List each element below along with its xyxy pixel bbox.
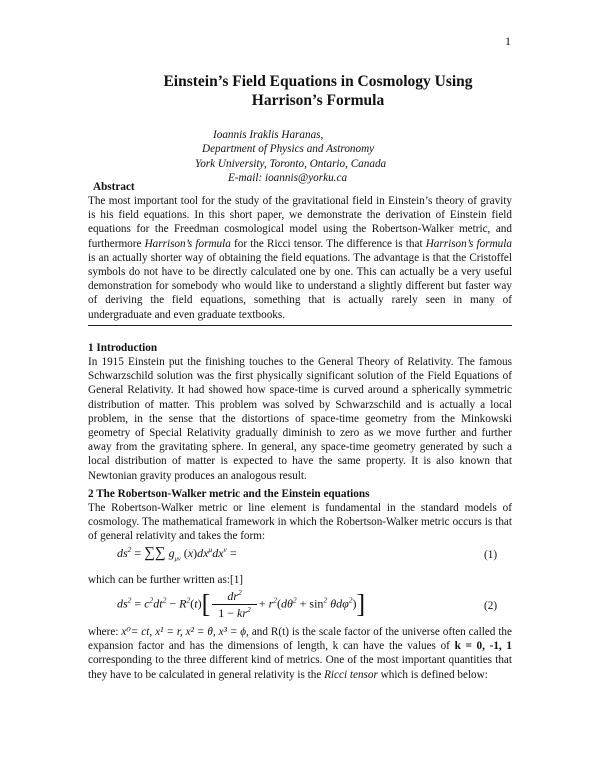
title-line-1: Einstein’s Field Equations in Cosmology Using (163, 73, 473, 90)
section-2-heading: 2 The Robertson-Walker metric and the Einstein equations (88, 488, 370, 500)
text-further-written: which can be further written as:[1] (88, 574, 244, 586)
abstract-text: The most important tool for the study of the gravitational field in Einstein’s theory of gravity is his field equations. In this short paper, we demonstrate the derivation of Einstein field equations for the Freedman cosmological model using the Robertson-Walker metric, and furthermore Harrison’s formula for the Ricci tensor. The difference is that Harrison’s formula is an actually shorter way of obtaining the field equations. The advantage is that the Cristoffel symbols do not have to be directly calculated one by one. This can actually be a very useful demonstration for somebody who would like to understand a slightly different but faster way of deriving the field equations, something that is actually rarely seen in many of undergraduate and even graduate textbooks. (88, 195, 512, 321)
author-block (195, 128, 386, 185)
emphasis-harrisons-formula: Harrison’s formula (144, 237, 231, 250)
author-name: Ioannis Iraklis Haranas, (213, 129, 324, 141)
equation-1-number: (1) (484, 549, 498, 561)
k-values: k = 0, -1, 1 (454, 640, 513, 653)
abstract-heading: Abstract (93, 181, 135, 193)
section-2-where-text: where: x⁰= ct, x¹ = r, x² = θ, x³ = ϕ, and R(t) is the scale factor of the universe often called the expansion factor and has the dimensions of length, k can have the values of k = 0, -1, 1 corresponding to the three different kind of metrics. One of the most important quantities that they have to be calculated in general relativity is the Ricci tensor which is defined below: (88, 626, 513, 681)
author-department: Department of Physics and Astronomy (202, 143, 375, 156)
section-divider (88, 325, 512, 326)
section-2-intro: The Robertson-Walker metric or line element is fundamental in the standard models of cosmology. The mathematical framework in which the Robertson-Walker metric occurs is that of general relativity and takes the form: (88, 502, 512, 543)
emphasis-harrisons-formula: Harrison’s formula (425, 237, 512, 250)
title-line-2: Harrison’s Formula (251, 92, 385, 109)
equation-2-number: (2) (484, 600, 498, 612)
equation-1: $ds^2$ = ∑∑ $g_{\mu\nu}$ $(x)dx^\mu dx^\nu$ = (117, 545, 237, 563)
section-1-text: In 1915 Einstein put the finishing touches to the General Theory of Relativity. The famous Schwarzschild solution was the first physically significant solution of the Field Equations of General Relativity. It had showed how space-time is curved around a spherically symmetric distribution of matter. This problem was solved by Schwarzschild and is actually a local problem, in the sense that the distortions of space-time geometry from the Minkowski geometry of Special Relativity gradually diminish to zero as we move further and further away from the gravitating sphere. In general, any space-time geometry generated by such a local distribution of matter is expected to have the same property. It is also known that Newtonian gravity produces an analogous result. (88, 356, 512, 482)
author-university: York University, Toronto, Ontario, Canada (195, 157, 387, 170)
author-email: E-mail: ioannis@yorku.ca (228, 171, 348, 184)
equation-2: $ds^2 = c^2dt^2 - R^2(t)$[ $\frac{dr^2}{1 - kr^2}$ + $r^2(d\theta^2 + \sin^2 \theta d\varphi^2)$] (117, 588, 366, 620)
section-1-heading: 1 Introduction (88, 342, 158, 354)
coordinate-definitions: x⁰= ct, x¹ = r, x² = θ, x³ = ϕ (121, 626, 247, 638)
emphasis-ricci-tensor: Ricci tensor (324, 668, 378, 681)
paper-title (88, 72, 548, 110)
page-number: 1 (505, 34, 511, 48)
